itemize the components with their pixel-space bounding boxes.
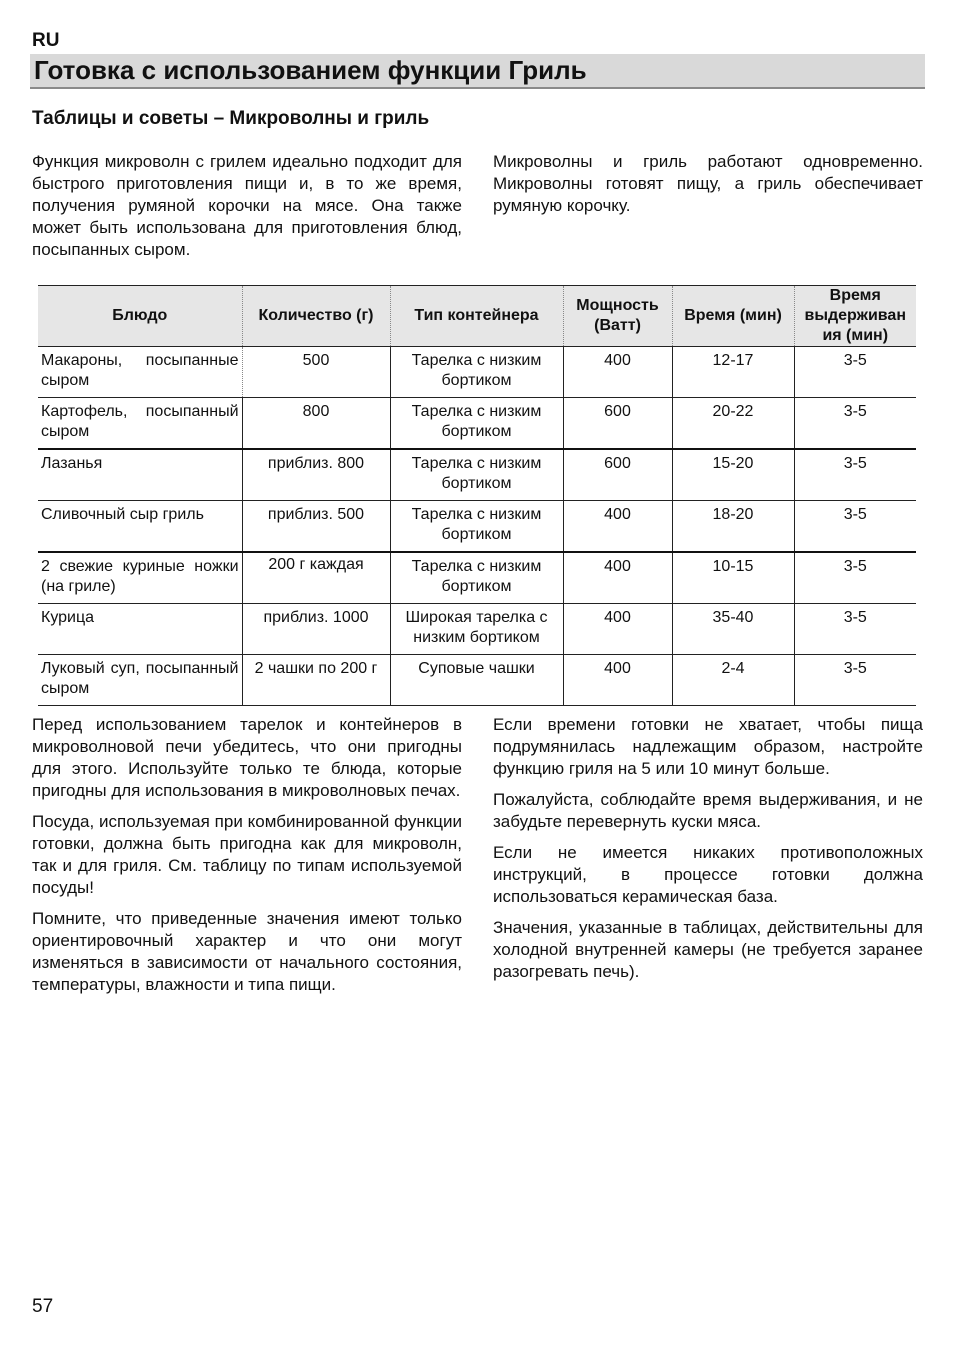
header-container: Тип контейнера (390, 286, 563, 347)
note-paragraph: Если не имеется никаких противоположных инструкций, в процессе готовки должна использоваться керамическая база. (493, 843, 923, 906)
cell-dish: Картофель, посыпанный сыром (38, 398, 242, 450)
cell-standing-time: 3-5 (794, 501, 916, 553)
header-power: Мощность (Ватт) (563, 286, 672, 347)
cell-container: Тарелка с низким бортиком (390, 347, 563, 398)
cell-power: 400 (563, 604, 672, 655)
page-title: Готовка с использованием функции Гриль (34, 55, 587, 85)
cell-time: 15-20 (672, 449, 794, 501)
title-bar (30, 54, 925, 89)
cell-time: 18-20 (672, 501, 794, 553)
cell-standing-time: 3-5 (794, 552, 916, 604)
cell-quantity: 500 (242, 347, 390, 398)
header-time: Время (мин) (672, 286, 794, 347)
page-number: 57 (32, 1296, 54, 1317)
note-paragraph: Значения, указанные в таблицах, действительны для холодной внутренней камеры (не требуется заранее разогревать печь). (493, 918, 923, 981)
cell-dish: 2 свежие куриные ножки (на гриле) (38, 552, 242, 604)
table-row (38, 655, 916, 706)
cell-quantity: 2 чашки по 200 г (242, 655, 390, 706)
cell-power: 600 (563, 398, 672, 450)
table-row (38, 604, 916, 655)
note-paragraph: Посуда, используемая при комбинированной функции готовки, должна быть пригодна как для микроволн, так и для гриля. См. таблицу по типам используемой посуды! (32, 812, 462, 897)
cell-dish: Макароны, посыпанные сыром (38, 347, 242, 398)
note-paragraph: Пожалуйста, соблюдайте время выдерживания, и не забудьте перевернуть куски мяса. (493, 790, 923, 831)
header-dish: Блюдо (38, 286, 242, 347)
cell-standing-time: 3-5 (794, 604, 916, 655)
cell-dish: Сливочный сыр гриль (38, 501, 242, 553)
cell-time: 2-4 (672, 655, 794, 706)
cell-dish: Курица (38, 604, 242, 655)
header-standing-time: Время выдерживан ия (мин) (794, 286, 916, 347)
table-row (38, 347, 916, 398)
intro-left-paragraph: Функция микроволн с грилем идеально подходит для быстрого приготовления пищи и, в то же время, получения румяной корочки на мясе. Она также может быть использована для приготовления блюд, посыпанных сыром. (32, 152, 462, 259)
cell-time: 20-22 (672, 398, 794, 450)
cell-standing-time: 3-5 (794, 347, 916, 398)
cell-container: Широкая тарелка с низким бортиком (390, 604, 563, 655)
cell-power: 600 (563, 449, 672, 501)
cell-power: 400 (563, 552, 672, 604)
table-row (38, 398, 916, 450)
note-paragraph: Если времени готовки не хватает, чтобы пища подрумянилась надлежащим образом, настройте функцию гриля на 5 или 10 минут больше. (493, 715, 923, 778)
header-quantity: Количество (г) (242, 286, 390, 347)
cooking-table (38, 285, 916, 706)
language-code: RU (32, 30, 60, 51)
cell-container: Суповые чашки (390, 655, 563, 706)
table-header-row (38, 286, 916, 347)
cell-quantity: приблиз. 800 (242, 449, 390, 501)
intro-right-paragraph: Микроволны и гриль работают одновременно. Микроволны готовят пищу, а гриль обеспечивает румяную корочку. (493, 152, 923, 215)
table-row (38, 449, 916, 501)
cell-power: 400 (563, 655, 672, 706)
intro-right-column (493, 151, 923, 226)
cell-quantity: приблиз. 500 (242, 501, 390, 553)
cell-container: Тарелка с низким бортиком (390, 552, 563, 604)
cell-container: Тарелка с низким бортиком (390, 398, 563, 450)
cell-container: Тарелка с низким бортиком (390, 449, 563, 501)
cell-power: 400 (563, 501, 672, 553)
cell-time: 35-40 (672, 604, 794, 655)
notes-right-column (493, 714, 923, 992)
table-row (38, 501, 916, 553)
note-paragraph: Помните, что приведенные значения имеют только ориентировочный характер и что они могут изменяться в зависимости от начального состояния, температуры, влажности и типа пищи. (32, 909, 462, 994)
table-row (38, 552, 916, 604)
cell-quantity: 200 г каждая (242, 552, 390, 604)
cell-time: 10-15 (672, 552, 794, 604)
cell-standing-time: 3-5 (794, 449, 916, 501)
cell-power: 400 (563, 347, 672, 398)
cell-container: Тарелка с низким бортиком (390, 501, 563, 553)
notes-left-column (32, 714, 462, 1005)
cell-dish: Лазанья (38, 449, 242, 501)
cell-standing-time: 3-5 (794, 655, 916, 706)
note-paragraph: Перед использованием тарелок и контейнеров в микроволновой печи убедитесь, что они пригодны для этого. Используйте только те блюда, которые пригодны для использования в микроволновых печах. (32, 715, 462, 800)
cell-time: 12-17 (672, 347, 794, 398)
intro-left-column (32, 151, 462, 270)
cell-dish: Луковый суп, посыпанный сыром (38, 655, 242, 706)
section-subtitle: Таблицы и советы – Микроволны и гриль (32, 108, 430, 129)
cell-quantity: приблиз. 1000 (242, 604, 390, 655)
cell-quantity: 800 (242, 398, 390, 450)
cell-standing-time: 3-5 (794, 398, 916, 450)
